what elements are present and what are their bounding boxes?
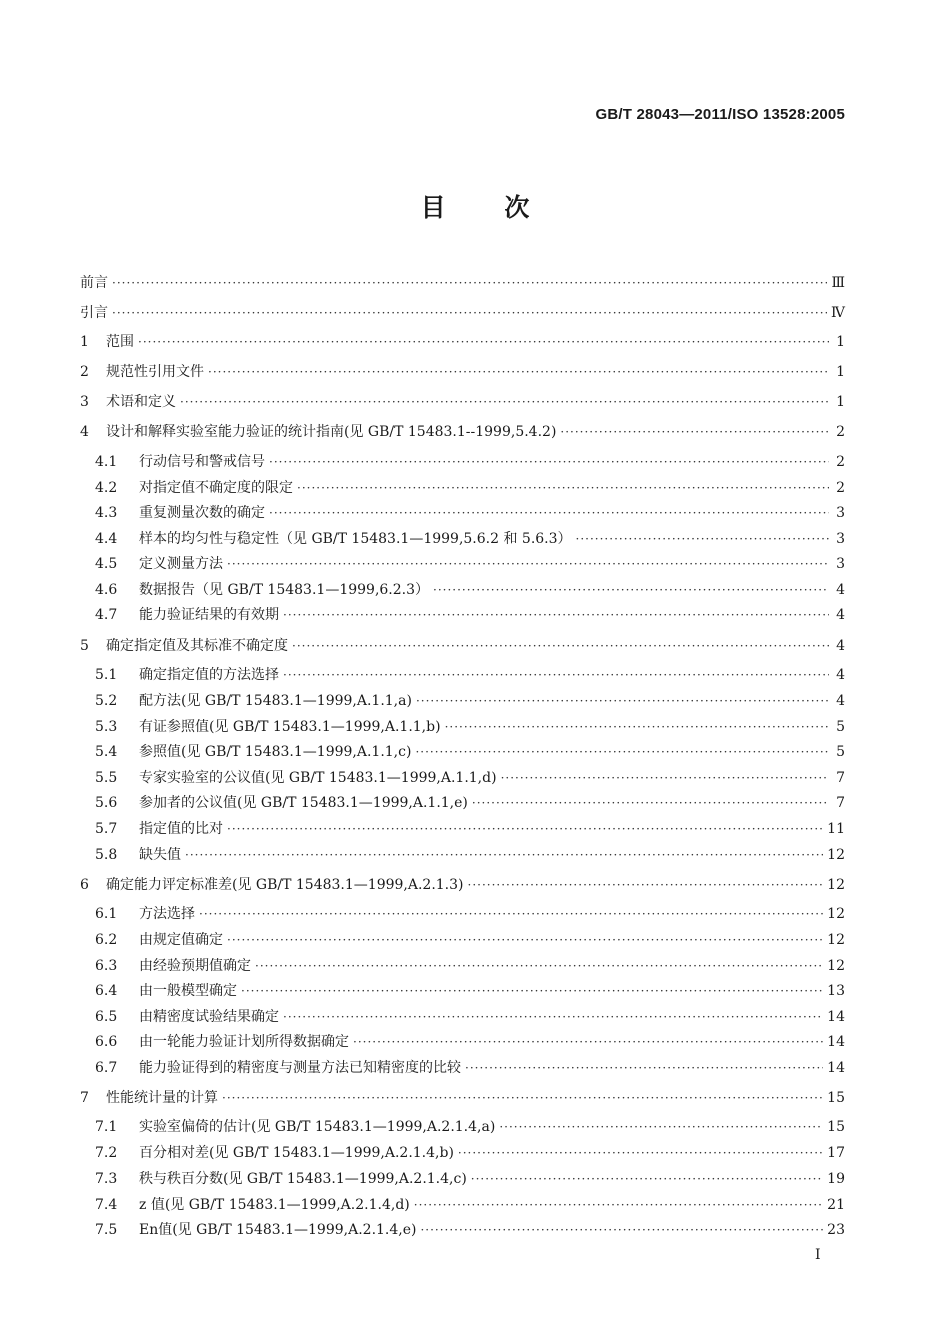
toc-entry (80, 741, 845, 763)
toc-entry (80, 502, 845, 524)
toc-leader-dots (414, 1194, 823, 1216)
toc-entry-title: 由一般模型确定 (139, 983, 237, 999)
toc-entry-title: 术语和定义 (106, 394, 176, 410)
toc-entry-title: 确定指定值的方法选择 (139, 667, 279, 683)
toc-entry-number: 5.8 (95, 847, 118, 863)
toc-entry (80, 635, 845, 657)
toc-entry (80, 818, 845, 840)
toc-entry-page: 13 (827, 983, 845, 999)
toc-entry-page: 4 (836, 667, 845, 683)
toc-leader-dots (269, 451, 829, 473)
toc-entry-page: 17 (827, 1145, 845, 1161)
toc-leader-dots (433, 579, 829, 601)
toc-leader-dots (283, 604, 829, 626)
toc-entry-number: 7.5 (95, 1222, 118, 1238)
toc-entry (80, 716, 845, 738)
toc-entry (80, 477, 845, 499)
toc-entry (80, 302, 845, 324)
toc-entry-page: 15 (827, 1090, 845, 1106)
toc-leader-dots (208, 361, 829, 383)
toc-entry-page: Ⅳ (831, 305, 845, 321)
toc-entry-title: 设计和解释实验室能力验证的统计指南(见 GB/T 15483.1--1999,5.4.2) (106, 424, 557, 440)
toc-entry-number: 7.1 (95, 1119, 118, 1135)
toc-leader-dots (353, 1031, 823, 1053)
toc-leader-dots (292, 635, 829, 657)
toc-entry-title: 由规定值确定 (139, 932, 223, 948)
toc-entry-number: 5 (80, 638, 89, 654)
toc-entry-number: 6 (80, 877, 89, 893)
toc-entry (80, 391, 845, 413)
toc-entry (80, 1031, 845, 1053)
toc-entry-page: 1 (836, 394, 845, 410)
toc-entry-title: 由一轮能力验证计划所得数据确定 (139, 1034, 349, 1050)
toc-entry-title: 方法选择 (139, 906, 195, 922)
toc-entry-number: 6.7 (95, 1060, 118, 1076)
toc-leader-dots (138, 331, 829, 353)
toc-entry (80, 528, 845, 550)
toc-leader-dots (180, 391, 829, 413)
toc-entry-title: 参加者的公议值(见 GB/T 15483.1—1999,A.1.1,e) (139, 795, 468, 811)
toc-entry (80, 874, 845, 896)
toc-entry-title: 性能统计量的计算 (106, 1090, 218, 1106)
toc-entry (80, 664, 845, 686)
toc-entry-title: 前言 (80, 275, 108, 291)
toc-entry-page: 4 (836, 638, 845, 654)
toc-entry-page: 12 (827, 877, 845, 893)
toc-entry-title: 由经验预期值确定 (139, 958, 251, 974)
toc-leader-dots (501, 767, 829, 789)
toc-leader-dots (112, 272, 827, 294)
toc-entry-page: 14 (827, 1060, 845, 1076)
toc-leader-dots (576, 528, 829, 550)
toc-leader-dots (445, 716, 829, 738)
toc-leader-dots (468, 874, 824, 896)
toc-entry-page: 14 (827, 1034, 845, 1050)
toc-entry-number: 7.3 (95, 1171, 118, 1187)
toc-entry-number: 5.6 (95, 795, 118, 811)
toc-entry-number: 6.5 (95, 1009, 118, 1025)
toc-entry-number: 6.6 (95, 1034, 118, 1050)
toc-entry (80, 929, 845, 951)
toc-entry-number: 4.2 (95, 480, 118, 496)
toc-entry (80, 1087, 845, 1109)
toc-leader-dots (416, 690, 829, 712)
toc-leader-dots (415, 741, 829, 763)
toc-entry-number: 4.4 (95, 531, 118, 547)
toc-entry-page: 4 (836, 693, 845, 709)
toc-entry (80, 361, 845, 383)
toc-entry-page: 3 (836, 505, 845, 521)
toc-entry-title: 参照值(见 GB/T 15483.1—1999,A.1.1,c) (139, 744, 412, 760)
toc-entry-page: 4 (836, 607, 845, 623)
toc-entry (80, 844, 845, 866)
toc-leader-dots (185, 844, 823, 866)
page-number: I (815, 1247, 821, 1263)
toc-entry-title: 缺失值 (139, 847, 181, 863)
toc-leader-dots (471, 1168, 823, 1190)
toc-entry (80, 1116, 845, 1138)
toc-leader-dots (465, 1057, 823, 1079)
toc-entry-title: 百分相对差(见 GB/T 15483.1—1999,A.2.1.4,b) (139, 1145, 454, 1161)
toc-entry (80, 331, 845, 353)
toc-title-char: 次 (504, 193, 530, 222)
toc-entry-page: 21 (827, 1197, 845, 1213)
toc-entry (80, 1006, 845, 1028)
toc-entry (80, 421, 845, 443)
toc-entry-number: 5.1 (95, 667, 118, 683)
toc-leader-dots (227, 929, 823, 951)
toc-entry-number: 4.3 (95, 505, 118, 521)
toc-entry-title: 范围 (106, 334, 134, 350)
toc-entry-title: 规范性引用文件 (106, 364, 204, 380)
toc-entry-title: 数据报告（见 GB/T 15483.1—1999,6.2.3） (139, 582, 430, 598)
toc-entry-page: 15 (827, 1119, 845, 1135)
toc-entry (80, 579, 845, 601)
toc-entry-title: z 值(见 GB/T 15483.1—1999,A.2.1.4,d) (139, 1197, 410, 1213)
toc-entry-title: 秩与秩百分数(见 GB/T 15483.1—1999,A.2.1.4,c) (139, 1171, 467, 1187)
toc-leader-dots (499, 1116, 823, 1138)
toc-title-char: 目 (420, 193, 446, 222)
toc-entry-page: 4 (836, 582, 845, 598)
toc-entry-page: 19 (827, 1171, 845, 1187)
toc-entry-page: 14 (827, 1009, 845, 1025)
toc-entry-page: 12 (827, 932, 845, 948)
toc-entry-number: 1 (80, 334, 89, 350)
toc-entry-title: 重复测量次数的确定 (139, 505, 265, 521)
toc-leader-dots (283, 1006, 823, 1028)
toc-entry (80, 272, 845, 294)
toc-entry-number: 5.3 (95, 719, 118, 735)
toc-entry-page: 12 (827, 958, 845, 974)
toc-entry-page: 12 (827, 847, 845, 863)
toc-entry-page: 1 (836, 364, 845, 380)
toc-entry-title: En值(见 GB/T 15483.1—1999,A.2.1.4,e) (139, 1222, 417, 1238)
toc-leader-dots (227, 553, 829, 575)
toc-leader-dots (241, 980, 823, 1002)
toc-entry-title: 对指定值不确定度的限定 (139, 480, 293, 496)
toc-entry (80, 604, 845, 626)
toc-entry-number: 3 (80, 394, 89, 410)
toc-entry-title: 引言 (80, 305, 108, 321)
toc-leader-dots (458, 1142, 823, 1164)
toc-entry-number: 4.6 (95, 582, 118, 598)
toc-entry-page: 7 (836, 795, 845, 811)
toc-entry-title: 专家实验室的公议值(见 GB/T 15483.1—1999,A.1.1,d) (139, 770, 497, 786)
toc-leader-dots (227, 818, 823, 840)
toc-entry-number: 7.4 (95, 1197, 118, 1213)
toc-entry-number: 5.5 (95, 770, 118, 786)
toc-leader-dots (283, 664, 829, 686)
toc-entry-title: 能力验证结果的有效期 (139, 607, 279, 623)
toc-leader-dots (112, 302, 827, 324)
toc-entry-number: 6.2 (95, 932, 118, 948)
toc-entry-page: 23 (827, 1222, 845, 1238)
toc-entry-page: 2 (836, 480, 845, 496)
toc-entry-title: 有证参照值(见 GB/T 15483.1—1999,A.1.1,b) (139, 719, 441, 735)
toc-leader-dots (420, 1219, 823, 1241)
toc-leader-dots (472, 792, 829, 814)
toc-entry-page: 5 (836, 719, 845, 735)
toc-entry (80, 690, 845, 712)
toc-entry (80, 792, 845, 814)
toc-leader-dots (560, 421, 829, 443)
toc-leader-dots (297, 477, 829, 499)
toc-entry-title: 能力验证得到的精密度与测量方法已知精密度的比较 (139, 1060, 461, 1076)
toc-entry-page: 2 (836, 424, 845, 440)
toc-entry (80, 451, 845, 473)
toc-entry-number: 7 (80, 1090, 89, 1106)
toc-entry-title: 实验室偏倚的估计(见 GB/T 15483.1—1999,A.2.1.4,a) (139, 1119, 496, 1135)
toc-entry-number: 4.5 (95, 556, 118, 572)
toc-entry-title: 样本的均匀性与稳定性（见 GB/T 15483.1—1999,5.6.2 和 5.6.3） (139, 531, 572, 547)
toc-entry-page: 2 (836, 454, 845, 470)
toc-entry-number: 6.4 (95, 983, 118, 999)
standard-code: GB/T 28043—2011/ISO 13528:2005 (595, 106, 845, 123)
toc-entry-number: 4 (80, 424, 89, 440)
toc-entry-page: 3 (836, 531, 845, 547)
toc-entry (80, 955, 845, 977)
toc-entry-title: 由精密度试验结果确定 (139, 1009, 279, 1025)
toc-leader-dots (269, 502, 829, 524)
toc-entry-page: 11 (827, 821, 845, 837)
toc-entry-number: 6.1 (95, 906, 118, 922)
toc-entry-page: 1 (836, 334, 845, 350)
toc-entry-page: 5 (836, 744, 845, 760)
toc-entry-number: 4.7 (95, 607, 118, 623)
toc-entry (80, 1057, 845, 1079)
toc-entry-title: 配方法(见 GB/T 15483.1—1999,A.1.1,a) (139, 693, 412, 709)
toc-entry-title: 确定能力评定标准差(见 GB/T 15483.1—1999,A.2.1.3) (106, 877, 464, 893)
toc-entry (80, 1168, 845, 1190)
toc-entry-page: 12 (827, 906, 845, 922)
toc-entry-title: 定义测量方法 (139, 556, 223, 572)
toc-entry-number: 5.7 (95, 821, 118, 837)
toc-entry-number: 4.1 (95, 454, 118, 470)
toc-entry (80, 1219, 845, 1241)
toc-entry-number: 5.2 (95, 693, 118, 709)
toc-leader-dots (255, 955, 823, 977)
toc-entry-page: Ⅲ (831, 275, 845, 291)
toc-entry-number: 7.2 (95, 1145, 118, 1161)
toc-entry-page: 3 (836, 556, 845, 572)
toc-entry-title: 行动信号和警戒信号 (139, 454, 265, 470)
toc-entry (80, 767, 845, 789)
toc-entry-title: 确定指定值及其标准不确定度 (106, 638, 288, 654)
toc-entry-number: 6.3 (95, 958, 118, 974)
toc-entry-number: 2 (80, 364, 89, 380)
toc-entry (80, 553, 845, 575)
toc-entry (80, 903, 845, 925)
toc-entry (80, 1194, 845, 1216)
toc-leader-dots (199, 903, 823, 925)
toc-entry-title: 指定值的比对 (139, 821, 223, 837)
toc-entry (80, 1142, 845, 1164)
toc-entry-number: 5.4 (95, 744, 118, 760)
toc-entry-page: 7 (836, 770, 845, 786)
toc-leader-dots (222, 1087, 823, 1109)
toc-entry (80, 980, 845, 1002)
